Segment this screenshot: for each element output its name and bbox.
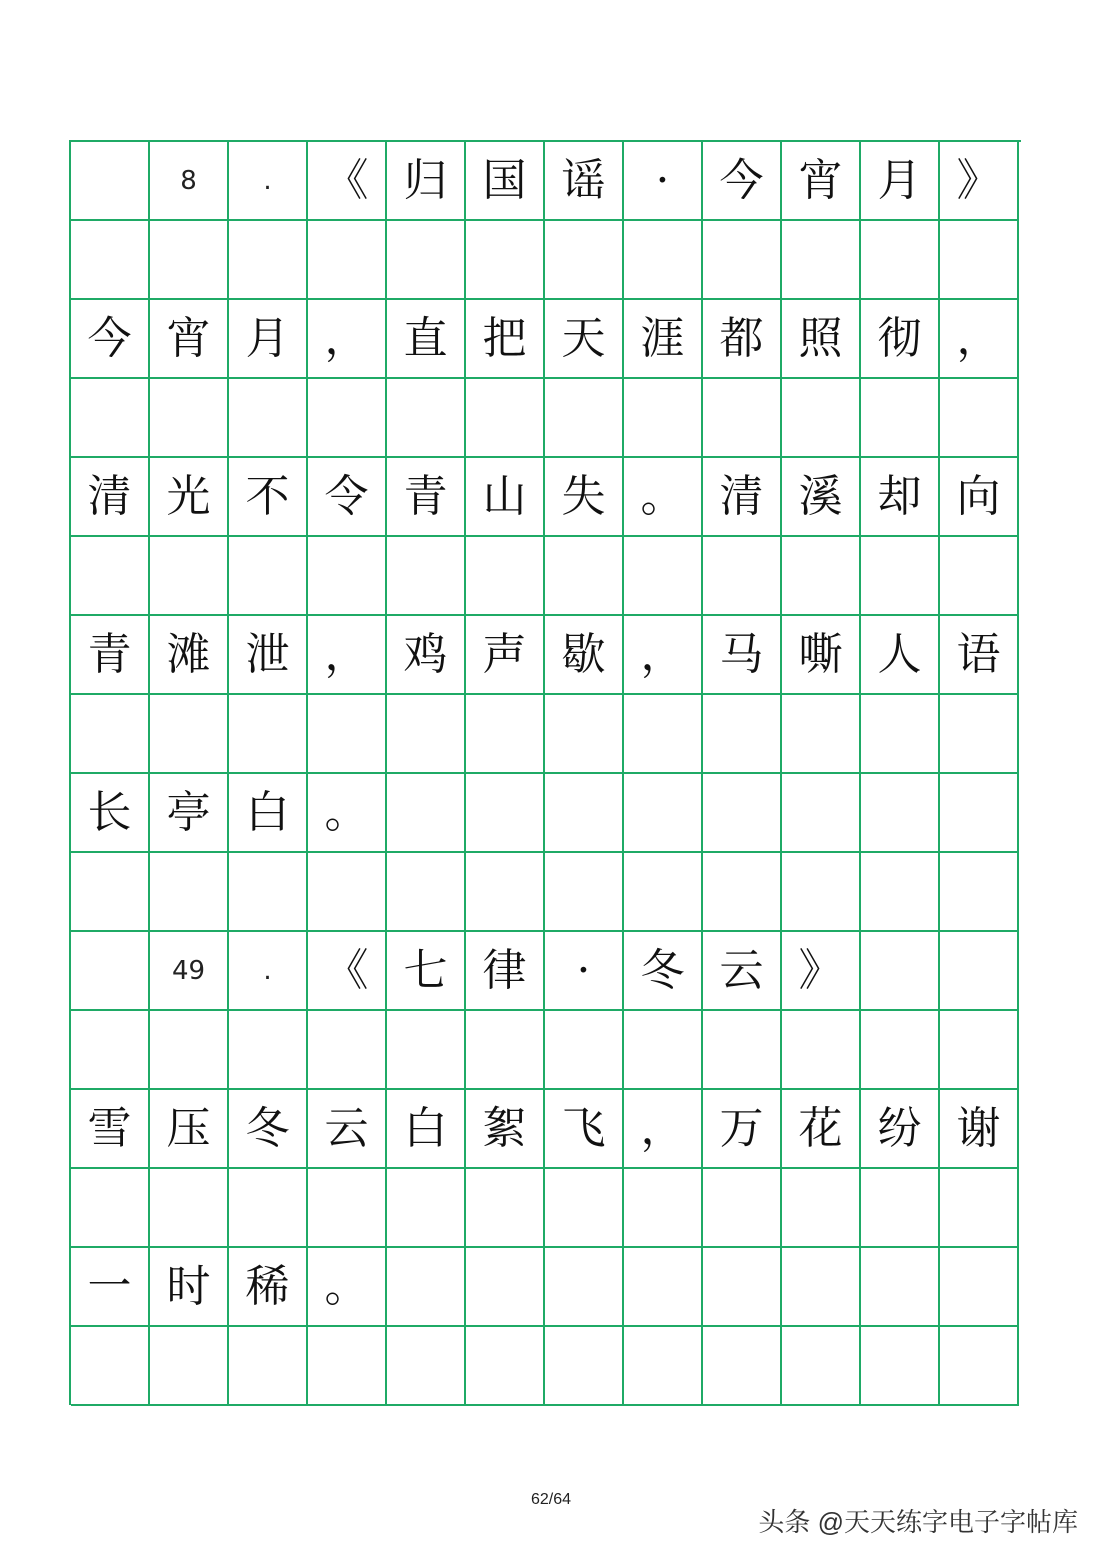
grid-row	[71, 695, 1021, 774]
grid-cell	[229, 695, 308, 774]
grid-cell: 清	[71, 458, 150, 537]
grid-row	[71, 853, 1021, 932]
grid-cell: ·	[545, 932, 624, 1011]
grid-cell	[861, 1169, 940, 1248]
grid-cell: 嘶	[782, 616, 861, 695]
grid-cell	[466, 379, 545, 458]
grid-cell	[71, 379, 150, 458]
grid-cell: 语	[940, 616, 1019, 695]
grid-cell	[150, 537, 229, 616]
grid-cell	[387, 695, 466, 774]
grid-cell	[308, 1327, 387, 1406]
grid-cell	[861, 695, 940, 774]
grid-cell	[466, 1011, 545, 1090]
grid-row	[71, 221, 1021, 300]
grid-cell: ，	[308, 616, 387, 695]
grid-cell	[466, 1248, 545, 1327]
grid-cell	[703, 537, 782, 616]
grid-cell	[703, 1169, 782, 1248]
grid-cell	[782, 774, 861, 853]
grid-cell	[466, 695, 545, 774]
grid-cell	[940, 1169, 1019, 1248]
grid-cell: ，	[308, 300, 387, 379]
grid-cell	[466, 774, 545, 853]
grid-cell	[861, 537, 940, 616]
grid-cell	[782, 379, 861, 458]
grid-cell: 却	[861, 458, 940, 537]
grid-cell: ·	[624, 142, 703, 221]
grid-cell: 压	[150, 1090, 229, 1169]
grid-cell	[782, 221, 861, 300]
grid-cell	[703, 221, 782, 300]
grid-cell	[940, 1248, 1019, 1327]
grid-cell: 《	[308, 932, 387, 1011]
grid-cell: 花	[782, 1090, 861, 1169]
grid-cell	[624, 537, 703, 616]
grid-cell	[71, 1169, 150, 1248]
grid-cell: 8	[150, 142, 229, 221]
grid-cell: 光	[150, 458, 229, 537]
grid-cell: 国	[466, 142, 545, 221]
grid-cell	[624, 1248, 703, 1327]
grid-cell	[940, 537, 1019, 616]
grid-cell	[466, 1169, 545, 1248]
grid-cell	[308, 1011, 387, 1090]
grid-cell	[940, 853, 1019, 932]
grid-cell	[940, 1327, 1019, 1406]
grid-cell: .	[229, 142, 308, 221]
grid-cell: 今	[703, 142, 782, 221]
grid-cell: 今	[71, 300, 150, 379]
grid-cell	[308, 379, 387, 458]
grid-cell: 时	[150, 1248, 229, 1327]
grid-cell	[624, 1327, 703, 1406]
grid-cell: 白	[387, 1090, 466, 1169]
grid-cell	[782, 1327, 861, 1406]
grid-cell	[387, 1248, 466, 1327]
grid-cell	[466, 853, 545, 932]
grid-cell: 月	[229, 300, 308, 379]
grid-cell	[71, 932, 150, 1011]
watermark-label: 头条 @天天练字电子字帖库	[758, 1507, 1078, 1537]
grid-cell: 宵	[150, 300, 229, 379]
grid-cell	[703, 853, 782, 932]
grid-cell: 纷	[861, 1090, 940, 1169]
grid-cell	[71, 1327, 150, 1406]
grid-cell	[387, 853, 466, 932]
grid-row	[71, 1090, 1021, 1169]
grid-cell: 歇	[545, 616, 624, 695]
grid-cell	[387, 537, 466, 616]
page-number: 62/64	[530, 1491, 572, 1508]
grid-cell: 谣	[545, 142, 624, 221]
grid-cell: ，	[624, 616, 703, 695]
grid-row	[71, 300, 1021, 379]
grid-cell	[229, 853, 308, 932]
grid-cell	[150, 379, 229, 458]
grid-cell	[545, 537, 624, 616]
grid-cell	[71, 537, 150, 616]
grid-cell: 冬	[624, 932, 703, 1011]
grid-cell	[387, 774, 466, 853]
grid-cell	[71, 853, 150, 932]
grid-cell: 谢	[940, 1090, 1019, 1169]
grid-cell	[861, 774, 940, 853]
grid-cell	[940, 774, 1019, 853]
grid-cell	[387, 1169, 466, 1248]
grid-cell: 不	[229, 458, 308, 537]
grid-cell	[545, 695, 624, 774]
grid-cell	[545, 1011, 624, 1090]
grid-cell: .	[229, 932, 308, 1011]
grid-cell: 青	[387, 458, 466, 537]
grid-cell: 滩	[150, 616, 229, 695]
grid-cell: 稀	[229, 1248, 308, 1327]
grid-cell: 把	[466, 300, 545, 379]
grid-cell: 飞	[545, 1090, 624, 1169]
grid-cell	[624, 379, 703, 458]
grid-cell	[703, 379, 782, 458]
grid-cell	[308, 853, 387, 932]
practice-grid	[69, 140, 1021, 1405]
grid-cell: 溪	[782, 458, 861, 537]
grid-cell	[150, 1327, 229, 1406]
grid-cell: 白	[229, 774, 308, 853]
grid-cell	[150, 853, 229, 932]
grid-cell: 《	[308, 142, 387, 221]
grid-cell	[861, 379, 940, 458]
grid-cell	[229, 221, 308, 300]
grid-cell: 冬	[229, 1090, 308, 1169]
grid-cell	[545, 1248, 624, 1327]
grid-cell	[387, 379, 466, 458]
grid-row	[71, 458, 1021, 537]
grid-cell	[940, 221, 1019, 300]
grid-cell	[545, 774, 624, 853]
grid-cell	[703, 1327, 782, 1406]
grid-cell: 律	[466, 932, 545, 1011]
grid-cell: 。	[624, 458, 703, 537]
grid-cell: 万	[703, 1090, 782, 1169]
grid-cell	[229, 1011, 308, 1090]
grid-row	[71, 379, 1021, 458]
grid-cell	[308, 221, 387, 300]
grid-cell	[229, 1327, 308, 1406]
grid-cell: 七	[387, 932, 466, 1011]
grid-cell: 归	[387, 142, 466, 221]
grid-cell	[624, 853, 703, 932]
grid-cell	[308, 1169, 387, 1248]
grid-cell	[940, 695, 1019, 774]
grid-row	[71, 1327, 1021, 1406]
grid-cell	[545, 853, 624, 932]
grid-cell	[545, 379, 624, 458]
grid-cell	[782, 1248, 861, 1327]
grid-cell: 人	[861, 616, 940, 695]
grid-cell	[861, 1248, 940, 1327]
grid-cell: 都	[703, 300, 782, 379]
grid-cell	[71, 221, 150, 300]
grid-cell	[387, 221, 466, 300]
grid-cell	[861, 1011, 940, 1090]
grid-cell: 失	[545, 458, 624, 537]
grid-cell	[624, 221, 703, 300]
grid-cell	[545, 1327, 624, 1406]
grid-cell: 月	[861, 142, 940, 221]
grid-cell	[624, 695, 703, 774]
grid-cell	[466, 221, 545, 300]
grid-cell	[703, 1011, 782, 1090]
grid-cell	[861, 221, 940, 300]
grid-cell: 照	[782, 300, 861, 379]
grid-cell	[150, 1011, 229, 1090]
grid-cell	[545, 1169, 624, 1248]
grid-row	[71, 1248, 1021, 1327]
grid-cell	[387, 1011, 466, 1090]
grid-cell	[150, 695, 229, 774]
grid-cell: 清	[703, 458, 782, 537]
grid-cell: 涯	[624, 300, 703, 379]
grid-row	[71, 774, 1021, 853]
grid-cell	[703, 695, 782, 774]
grid-cell	[624, 1011, 703, 1090]
grid-cell: 山	[466, 458, 545, 537]
grid-cell	[150, 221, 229, 300]
grid-row	[71, 932, 1021, 1011]
grid-row	[71, 142, 1021, 221]
grid-cell: 云	[703, 932, 782, 1011]
grid-cell	[466, 1327, 545, 1406]
grid-cell	[861, 853, 940, 932]
grid-cell	[71, 1011, 150, 1090]
grid-cell	[545, 221, 624, 300]
grid-cell: 一	[71, 1248, 150, 1327]
grid-cell	[229, 537, 308, 616]
grid-row	[71, 616, 1021, 695]
grid-row	[71, 1169, 1021, 1248]
grid-cell	[624, 774, 703, 853]
grid-cell: 絮	[466, 1090, 545, 1169]
grid-cell	[229, 379, 308, 458]
grid-cell: ，	[940, 300, 1019, 379]
grid-cell	[782, 853, 861, 932]
grid-cell: 泄	[229, 616, 308, 695]
grid-cell: 亭	[150, 774, 229, 853]
grid-cell	[782, 537, 861, 616]
grid-cell	[940, 932, 1019, 1011]
grid-cell	[703, 774, 782, 853]
grid-cell: 》	[940, 142, 1019, 221]
grid-cell: 云	[308, 1090, 387, 1169]
grid-cell: 直	[387, 300, 466, 379]
grid-cell	[387, 1327, 466, 1406]
grid-cell: 宵	[782, 142, 861, 221]
grid-cell: 声	[466, 616, 545, 695]
grid-cell	[940, 379, 1019, 458]
grid-cell	[940, 1011, 1019, 1090]
grid-row	[71, 1011, 1021, 1090]
grid-cell	[71, 142, 150, 221]
grid-cell: 青	[71, 616, 150, 695]
grid-cell	[308, 537, 387, 616]
grid-cell: 49	[150, 932, 229, 1011]
grid-row	[71, 537, 1021, 616]
grid-cell: 天	[545, 300, 624, 379]
grid-cell	[229, 1169, 308, 1248]
grid-cell	[861, 1327, 940, 1406]
grid-cell	[150, 1169, 229, 1248]
grid-cell	[861, 932, 940, 1011]
grid-cell	[782, 1011, 861, 1090]
grid-cell: 向	[940, 458, 1019, 537]
grid-cell: 马	[703, 616, 782, 695]
grid-cell: 鸡	[387, 616, 466, 695]
grid-cell: 》	[782, 932, 861, 1011]
grid-cell: ，	[624, 1090, 703, 1169]
grid-cell	[71, 695, 150, 774]
grid-cell: 。	[308, 774, 387, 853]
grid-cell: 雪	[71, 1090, 150, 1169]
grid-cell: 长	[71, 774, 150, 853]
grid-cell: 令	[308, 458, 387, 537]
grid-cell: 。	[308, 1248, 387, 1327]
grid-cell	[782, 695, 861, 774]
grid-cell	[466, 537, 545, 616]
grid-cell	[308, 695, 387, 774]
grid-cell: 彻	[861, 300, 940, 379]
grid-cell	[782, 1169, 861, 1248]
grid-cell	[703, 1248, 782, 1327]
grid-cell	[624, 1169, 703, 1248]
